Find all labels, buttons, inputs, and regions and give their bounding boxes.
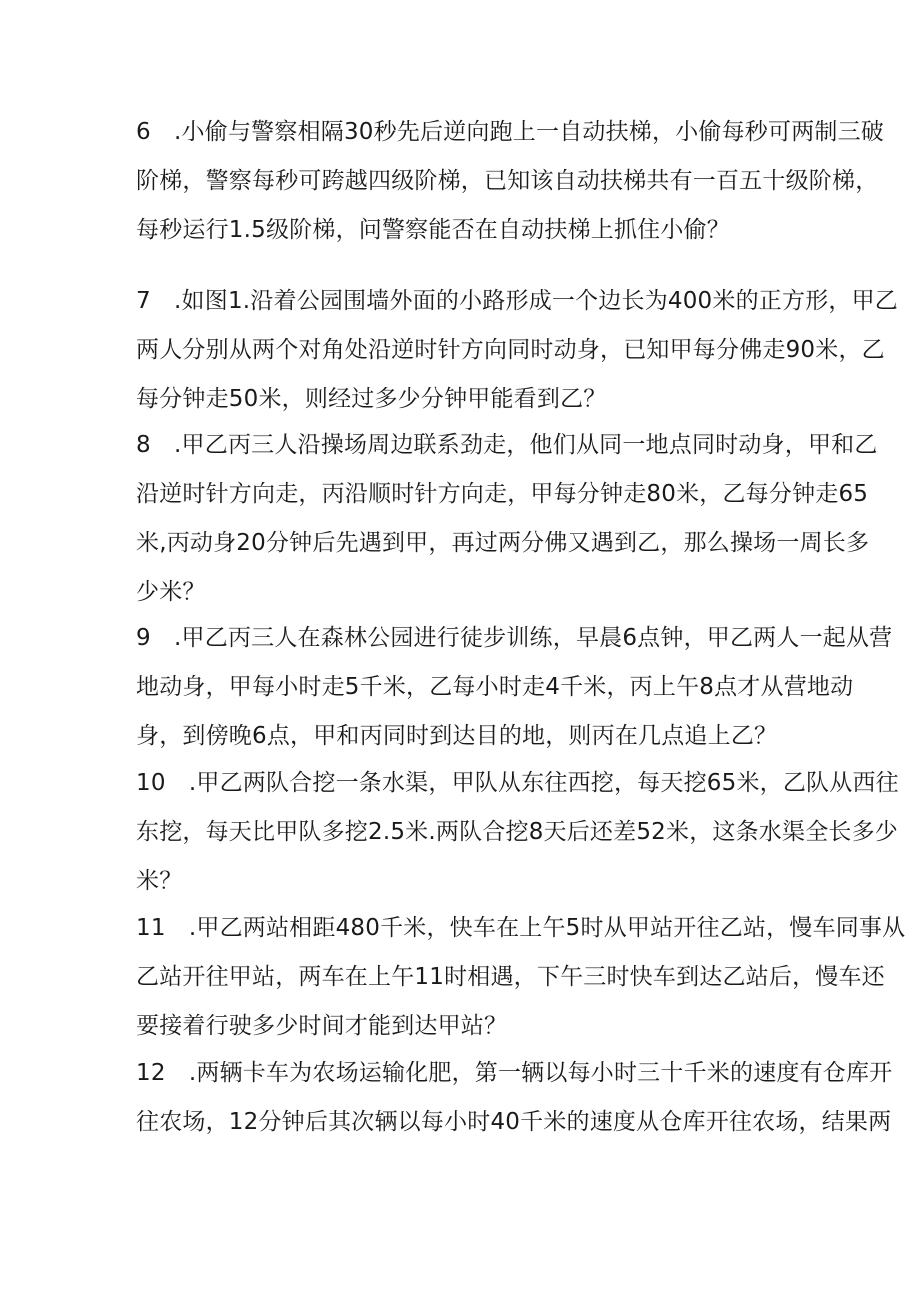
problem-10-line-2: 东挖，每天比甲队多挖2.5米.两队合挖8天后还差52米，这条水渠全长多少	[136, 819, 898, 845]
problem-7-line-2: 两人分别从两个对角处沿逆时针方向同时动身，已知甲每分佛走90米，乙	[136, 337, 885, 363]
problem-12-line-2: 往农场，12分钟后其次辆以每小时40千米的速度从仓库开往农场，结果两	[136, 1109, 892, 1135]
problem-7	[136, 277, 898, 424]
problem-8-line-2: 沿逆时针方向走，丙沿顺时针方向走，甲每分钟走80米，乙每分钟走65	[136, 481, 869, 507]
problem-7-line-1: 7 .如图1.沿着公园围墙外面的小路形成一个边长为400米的正方形，甲乙	[136, 288, 898, 314]
problem-8-line-1: 8 .甲乙丙三人沿操场周边联系劲走，他们从同一地点同时动身，甲和乙	[136, 432, 878, 458]
problem-6-line-2: 阶梯，警察每秒可跨越四级阶梯，已知该自动扶梯共有一百五十级阶梯，	[136, 168, 879, 194]
problem-6-line-1: 6 .小偷与警察相隔30秒先后逆向跑上一自动扶梯，小偷每秒可两制三破	[136, 119, 885, 145]
problem-12	[136, 1049, 893, 1147]
problem-9-line-3: 身，到傍晚6点，甲和丙同时到达目的地，则丙在几点追上乙？	[136, 723, 778, 749]
problem-11-line-3: 要接着行驶多少时间才能到达甲站？	[136, 1013, 508, 1039]
problem-8-line-4: 少米？	[136, 579, 206, 605]
problem-10	[136, 759, 899, 906]
problem-10-line-1: 10 .甲乙两队合挖一条水渠，甲队从东往西挖，每天挖65米，乙队从西往	[136, 770, 899, 796]
problem-8-line-3: 米,丙动身20分钟后先遇到甲，再过两分佛又遇到乙，那么操场一周长多	[136, 530, 870, 556]
problem-10-line-3: 米？	[136, 868, 183, 894]
problem-12-line-1: 12 .两辆卡车为农场运输化肥，第一辆以每小时三十千米的速度有仓库开	[136, 1060, 893, 1086]
problem-11-line-2: 乙站开往甲站，两车在上午11时相遇，下午三时快车到达乙站后，慢车还	[136, 964, 885, 990]
problem-9-line-1: 9 .甲乙丙三人在森林公园进行徒步训练，早晨6点钟，甲乙两人一起从营	[136, 625, 893, 651]
problem-6	[136, 108, 885, 255]
problem-6-line-3: 每秒运行1.5级阶梯，问警察能否在自动扶梯上抓住小偷？	[136, 217, 730, 243]
problem-11	[136, 904, 906, 1051]
problem-9	[136, 614, 893, 761]
problem-7-line-3: 每分钟走50米，则经过多少分钟甲能看到乙？	[136, 386, 607, 412]
problem-11-line-1: 11 .甲乙两站相距480千米，快车在上午5时从甲站开往乙站，慢车同事从	[136, 915, 906, 941]
problem-9-line-2: 地动身，甲每小时走5千米，乙每小时走4千米，丙上午8点才从营地动	[136, 674, 854, 700]
problem-8	[136, 421, 878, 617]
